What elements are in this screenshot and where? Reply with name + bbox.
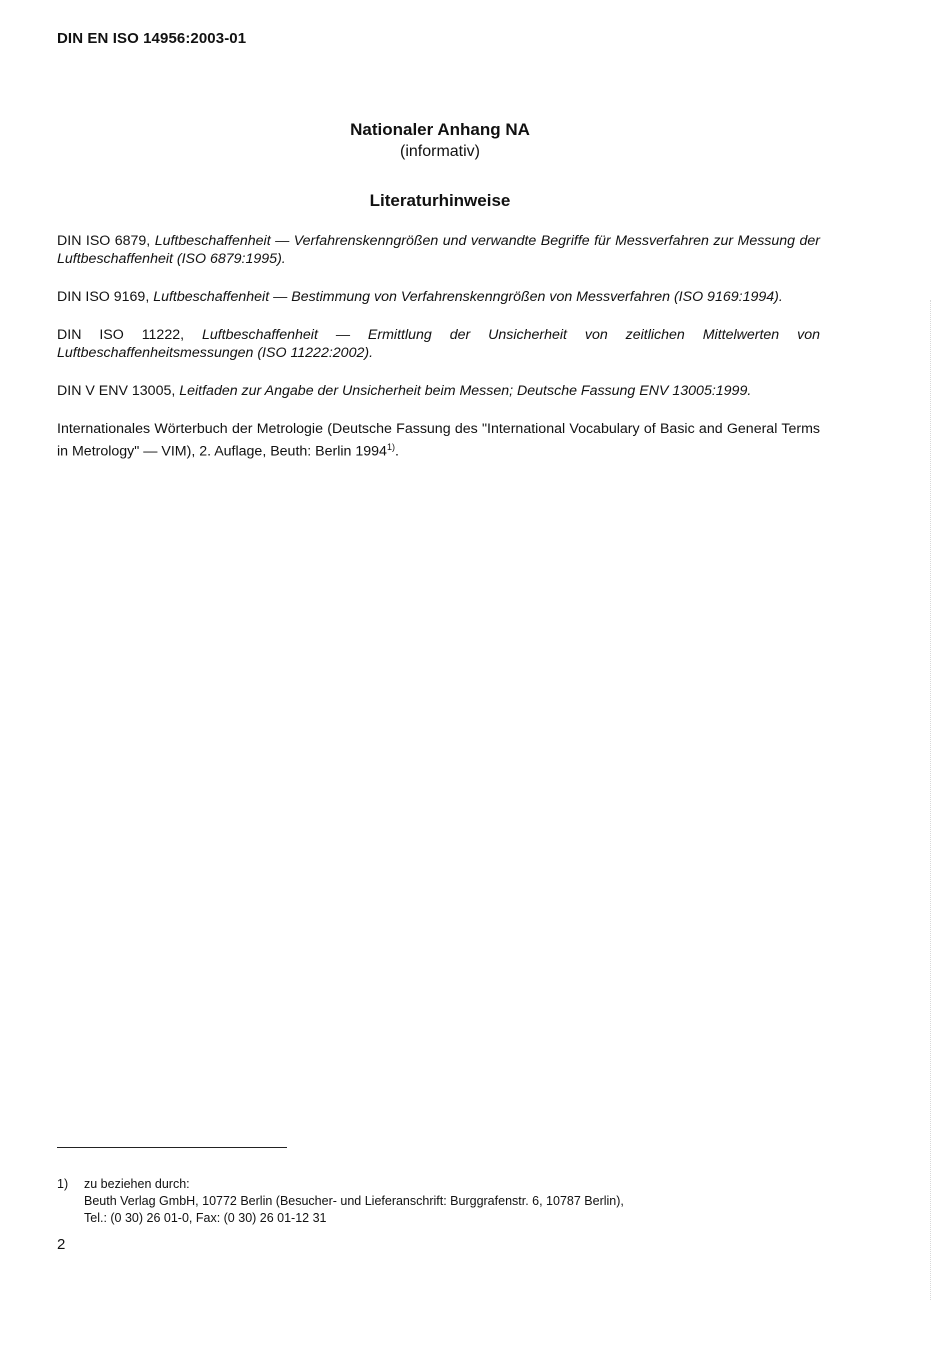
- reference-item: [57, 420, 820, 461]
- annex-title: Nationaler Anhang NA: [350, 120, 530, 139]
- footnote-divider: [57, 1147, 287, 1148]
- reference-title: Luftbeschaffenheit — Verfahrenskenngrößen und verwandte Begriffe für Messverfahren zur Messung der Luftbeschaffenheit (ISO 6879:1995).: [57, 233, 821, 267]
- reference-prefix: DIN ISO 11222,: [57, 327, 202, 343]
- scan-artifact-line: [930, 300, 931, 1300]
- reference-title: Luftbeschaffenheit — Ermittlung der Unsicherheit von zeitlichen Mittelwerten von Luftbeschaffenheitsmessungen (ISO 11222:2002).: [57, 327, 820, 361]
- reference-prefix: DIN V ENV 13005,: [57, 383, 180, 399]
- footnote-reference: 1): [386, 442, 395, 452]
- footnote-body: [84, 1176, 624, 1227]
- reference-item: [57, 382, 820, 400]
- annex-subtitle: (informativ): [399, 143, 480, 160]
- page-number: 2: [57, 1236, 66, 1253]
- footnote-line: zu beziehen durch:: [84, 1177, 190, 1191]
- section-title: Literaturhinweise: [369, 191, 511, 210]
- reference-text: Internationales Wörterbuch der Metrologie (Deutsche Fassung des "International Vocabulary of Basic and General Terms in Metrology" — VIM), 2. Auflage, Beuth: Berlin 1994: [57, 421, 820, 460]
- reference-list: [57, 232, 820, 481]
- reference-title: Luftbeschaffenheit — Bestimmung von Verfahrenskenngrößen von Messverfahren (ISO 9169:1994).: [153, 289, 783, 305]
- document-id: DIN EN ISO 14956:2003-01: [57, 30, 247, 47]
- footnote-mark: 1): [57, 1177, 69, 1191]
- reference-item: [57, 288, 820, 306]
- reference-prefix: DIN ISO 6879,: [57, 233, 155, 249]
- reference-prefix: DIN ISO 9169,: [57, 289, 154, 305]
- footnote-line: Tel.: (0 30) 26 01-0, Fax: (0 30) 26 01-12 31: [84, 1211, 327, 1225]
- reference-item: [57, 326, 820, 362]
- reference-item: [57, 232, 820, 268]
- reference-end: .: [394, 443, 399, 460]
- reference-title: Leitfaden zur Angabe der Unsicherheit beim Messen; Deutsche Fassung ENV 13005:1999.: [179, 383, 752, 399]
- footnote-line: Beuth Verlag GmbH, 10772 Berlin (Besucher- und Lieferanschrift: Burggrafenstr. 6, 10787 Berlin),: [84, 1194, 624, 1208]
